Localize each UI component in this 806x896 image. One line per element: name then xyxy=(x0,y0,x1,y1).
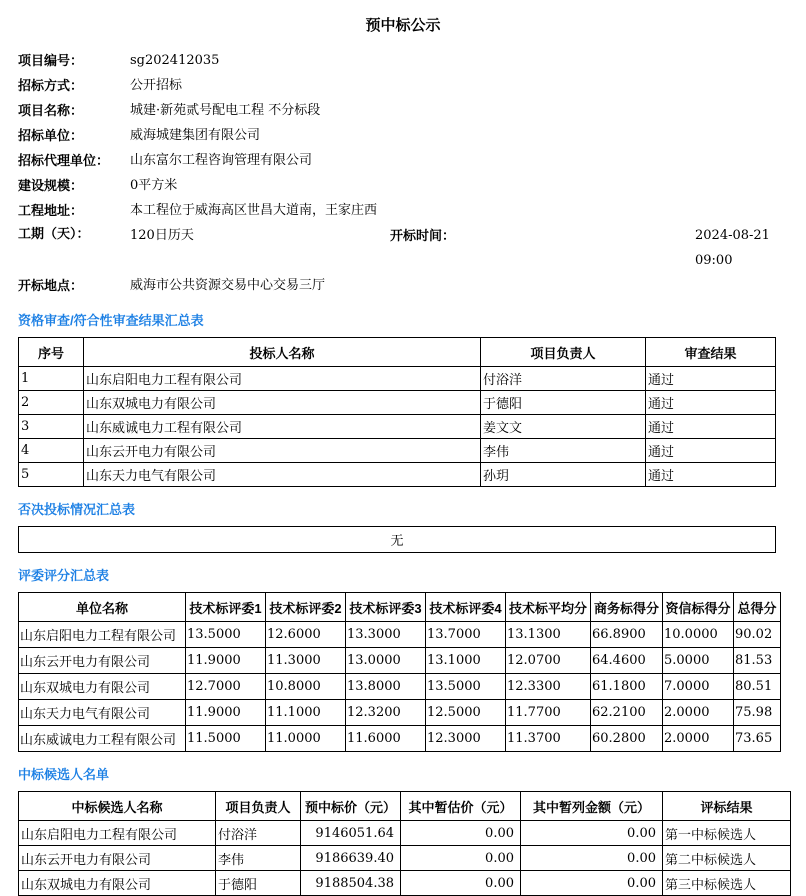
table-cell: 9186639.40 xyxy=(301,846,401,871)
table-cell: 61.1800 xyxy=(591,674,663,700)
table-cell: 11.5000 xyxy=(186,726,266,752)
table-cell: 山东启阳电力工程有限公司 xyxy=(84,367,481,391)
info-row-agency xyxy=(18,148,806,173)
column-header: 投标人名称 xyxy=(84,338,481,367)
table-cell: 11.7700 xyxy=(506,700,591,726)
table-cell: 山东云开电力有限公司 xyxy=(19,846,216,871)
table-cell: 山东双城电力有限公司 xyxy=(84,391,481,415)
table-cell: 第三中标候选人 xyxy=(663,871,791,896)
open-time-value xyxy=(695,223,770,273)
table-cell: 13.0000 xyxy=(346,648,426,674)
project-info xyxy=(18,48,806,298)
info-row-scale xyxy=(18,173,806,198)
table-cell: 0.00 xyxy=(401,821,521,846)
info-row-open-place xyxy=(18,273,806,298)
table-row xyxy=(19,821,791,846)
field-label: 招标单位： xyxy=(18,128,84,143)
column-header: 技术标评委2 xyxy=(266,593,346,622)
table-cell: 9146051.64 xyxy=(301,821,401,846)
table-cell: 13.3000 xyxy=(346,622,426,648)
section-heading-candidates: 中标候选人名单 xyxy=(18,767,110,782)
table-cell: 付浴洋 xyxy=(216,821,301,846)
table-cell: 13.7000 xyxy=(426,622,506,648)
table-cell: 11.9000 xyxy=(186,648,266,674)
column-header: 评标结果 xyxy=(663,792,791,821)
table-cell: 通过 xyxy=(646,463,776,487)
table-cell: 山东天力电气有限公司 xyxy=(19,700,186,726)
table-cell: 60.2800 xyxy=(591,726,663,752)
table-cell: 李伟 xyxy=(481,439,646,463)
rejection-table xyxy=(18,526,776,553)
table-header-row xyxy=(19,338,776,367)
section-heading-rejection: 否决投标情况汇总表 xyxy=(18,502,136,517)
table-cell: 90.02 xyxy=(734,622,781,648)
table-row xyxy=(19,700,781,726)
column-header: 项目负责人 xyxy=(481,338,646,367)
field-value: 威海市公共资源交易中心交易三厅 xyxy=(130,278,326,293)
table-cell: 5.0000 xyxy=(663,648,734,674)
table-cell: 山东双城电力有限公司 xyxy=(19,871,216,896)
scores-table xyxy=(18,592,781,752)
table-cell: 12.7000 xyxy=(186,674,266,700)
table-cell: 66.8900 xyxy=(591,622,663,648)
table-cell: 0.00 xyxy=(401,846,521,871)
table-cell: 12.3000 xyxy=(426,726,506,752)
table-cell: 姜文文 xyxy=(481,415,646,439)
column-header: 其中暂估价（元） xyxy=(401,792,521,821)
field-value: 城建·新苑贰号配电工程 不分标段 xyxy=(130,103,321,118)
table-cell: 通过 xyxy=(646,367,776,391)
table-cell: 1 xyxy=(19,367,84,391)
section-heading-qualification: 资格审查/符合性审查结果汇总表 xyxy=(18,313,204,328)
table-row xyxy=(19,871,791,896)
table-cell: 9188504.38 xyxy=(301,871,401,896)
table-cell: 3 xyxy=(19,415,84,439)
field-value: 威海城建集团有限公司 xyxy=(130,128,261,143)
table-row xyxy=(19,439,776,463)
table-cell: 13.1300 xyxy=(506,622,591,648)
info-row-duration-opentime xyxy=(18,223,806,273)
table-cell: 12.5000 xyxy=(426,700,506,726)
table-cell: 64.4600 xyxy=(591,648,663,674)
table-cell: 李伟 xyxy=(216,846,301,871)
table-cell: 11.1000 xyxy=(266,700,346,726)
table-cell: 12.6000 xyxy=(266,622,346,648)
field-label: 工期（天）： xyxy=(18,226,90,241)
table-cell: 通过 xyxy=(646,439,776,463)
table-cell: 0.00 xyxy=(521,821,663,846)
table-cell: 80.51 xyxy=(734,674,781,700)
table-cell: 付浴洋 xyxy=(481,367,646,391)
table-cell: 62.2100 xyxy=(591,700,663,726)
table-cell: 11.9000 xyxy=(186,700,266,726)
table-cell: 山东双城电力有限公司 xyxy=(19,674,186,700)
table-row xyxy=(19,846,791,871)
column-header: 技术标评委4 xyxy=(426,593,506,622)
table-row xyxy=(19,463,776,487)
table-cell: 10.0000 xyxy=(663,622,734,648)
table-cell: 孙玥 xyxy=(481,463,646,487)
table-cell: 81.53 xyxy=(734,648,781,674)
info-row-project-name xyxy=(18,98,806,123)
table-cell: 12.3200 xyxy=(346,700,426,726)
column-header: 技术标评委3 xyxy=(346,593,426,622)
table-cell: 山东云开电力有限公司 xyxy=(19,648,186,674)
table-cell: 10.8000 xyxy=(266,674,346,700)
table-row xyxy=(19,674,781,700)
table-header-row xyxy=(19,593,781,622)
open-date: 2024-08-21 xyxy=(695,228,770,243)
column-header: 资信标得分 xyxy=(663,593,734,622)
table-cell: 山东启阳电力工程有限公司 xyxy=(19,821,216,846)
column-header: 项目负责人 xyxy=(216,792,301,821)
field-label: 招标代理单位： xyxy=(18,153,110,168)
column-header: 技术标平均分 xyxy=(506,593,591,622)
table-cell: 第一中标候选人 xyxy=(663,821,791,846)
table-cell: 4 xyxy=(19,439,84,463)
table-row xyxy=(19,391,776,415)
field-value: sg202412035 xyxy=(130,53,220,68)
table-cell: 无 xyxy=(19,527,776,553)
table-cell: 13.1000 xyxy=(426,648,506,674)
table-cell: 2.0000 xyxy=(663,726,734,752)
column-header: 技术标评委1 xyxy=(186,593,266,622)
table-cell: 2 xyxy=(19,391,84,415)
table-cell: 12.0700 xyxy=(506,648,591,674)
table-cell: 山东启阳电力工程有限公司 xyxy=(19,622,186,648)
field-label: 招标方式： xyxy=(18,78,84,93)
table-cell: 山东威诚电力工程有限公司 xyxy=(19,726,186,752)
table-cell: 0.00 xyxy=(521,871,663,896)
field-label: 项目编号： xyxy=(18,53,84,68)
table-cell: 0.00 xyxy=(401,871,521,896)
table-row xyxy=(19,415,776,439)
table-row xyxy=(19,648,781,674)
table-cell: 73.65 xyxy=(734,726,781,752)
column-header: 中标候选人名称 xyxy=(19,792,216,821)
column-header: 单位名称 xyxy=(19,593,186,622)
table-cell: 于德阳 xyxy=(481,391,646,415)
field-label: 开标时间： xyxy=(390,228,456,243)
field-value: 公开招标 xyxy=(130,78,183,93)
field-value: 本工程位于威海高区世昌大道南，王家庄西 xyxy=(130,203,378,218)
table-cell: 13.8000 xyxy=(346,674,426,700)
table-cell: 12.3300 xyxy=(506,674,591,700)
column-header: 序号 xyxy=(19,338,84,367)
table-cell: 7.0000 xyxy=(663,674,734,700)
table-cell: 11.3000 xyxy=(266,648,346,674)
table-row xyxy=(19,367,776,391)
open-clock: 09:00 xyxy=(695,253,733,268)
table-cell: 11.6000 xyxy=(346,726,426,752)
table-cell: 0.00 xyxy=(521,846,663,871)
table-cell: 75.98 xyxy=(734,700,781,726)
table-cell: 山东威诚电力工程有限公司 xyxy=(84,415,481,439)
table-cell: 山东天力电气有限公司 xyxy=(84,463,481,487)
column-header: 审查结果 xyxy=(646,338,776,367)
column-header: 商务标得分 xyxy=(591,593,663,622)
qualification-table xyxy=(18,337,776,487)
table-cell: 13.5000 xyxy=(186,622,266,648)
table-cell: 山东云开电力有限公司 xyxy=(84,439,481,463)
info-row-address xyxy=(18,198,806,223)
table-cell: 2.0000 xyxy=(663,700,734,726)
field-label: 建设规模： xyxy=(18,178,84,193)
column-header: 总得分 xyxy=(734,593,781,622)
info-row-bid-method xyxy=(18,73,806,98)
candidates-table xyxy=(18,791,791,896)
table-cell: 第二中标候选人 xyxy=(663,846,791,871)
info-row-tenderer xyxy=(18,123,806,148)
page-title: 预中标公示 xyxy=(365,17,441,34)
table-cell: 于德阳 xyxy=(216,871,301,896)
table-row xyxy=(19,527,776,553)
section-heading-scores: 评委评分汇总表 xyxy=(18,568,110,583)
table-header-row xyxy=(19,792,791,821)
table-cell: 11.3700 xyxy=(506,726,591,752)
field-label: 项目名称： xyxy=(18,103,84,118)
info-row-project-number xyxy=(18,48,806,73)
column-header: 预中标价（元） xyxy=(301,792,401,821)
table-cell: 通过 xyxy=(646,391,776,415)
table-cell: 11.0000 xyxy=(266,726,346,752)
field-label: 工程地址： xyxy=(18,203,84,218)
table-cell: 13.5000 xyxy=(426,674,506,700)
table-cell: 5 xyxy=(19,463,84,487)
field-value: 120日历天 xyxy=(130,228,194,243)
field-value: 0平方米 xyxy=(130,178,178,193)
table-row xyxy=(19,726,781,752)
table-row xyxy=(19,622,781,648)
field-label: 开标地点： xyxy=(18,278,84,293)
field-value: 山东富尔工程咨询管理有限公司 xyxy=(130,153,313,168)
table-cell: 通过 xyxy=(646,415,776,439)
column-header: 其中暂列金额（元） xyxy=(521,792,663,821)
